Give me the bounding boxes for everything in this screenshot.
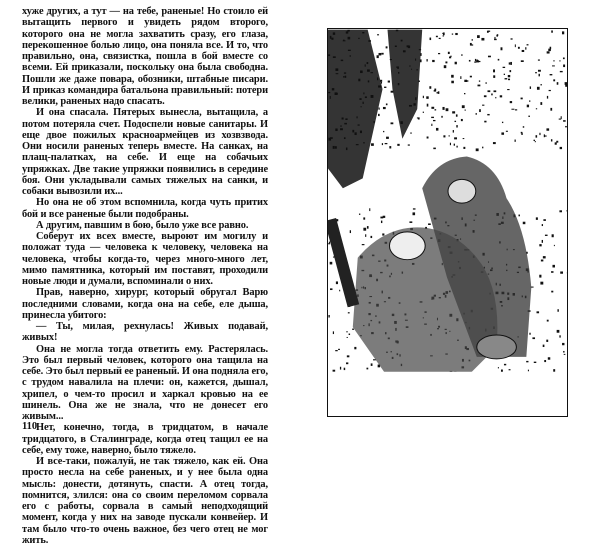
wounded-face [389,232,425,260]
speckle-dot [555,142,557,144]
speckle-dot [382,233,384,235]
speckle-dot [564,354,566,355]
paragraph: А другим, павшим в бою, было уже все равно. [22,220,268,231]
speckle-dot [336,281,338,284]
speckle-dot [501,132,504,134]
speckle-dot [528,116,530,117]
speckle-dot [482,105,484,106]
text-column [22,6,268,546]
speckle-dot [494,90,497,92]
speckle-dot [448,135,449,136]
speckle-dot [527,44,529,45]
speckle-dot [485,82,486,83]
speckle-dot [346,331,347,332]
speckle-dot [365,234,366,237]
speckle-dot [505,78,508,79]
speckle-dot [432,60,434,62]
speckle-dot [362,244,365,245]
speckle-dot [530,86,531,88]
speckle-dot [549,90,551,91]
speckle-dot [560,71,563,72]
speckle-dot [381,221,382,223]
speckle-dot [537,311,540,313]
speckle-dot [510,101,512,103]
speckle-dot [452,33,453,34]
speckle-dot [453,130,454,133]
speckle-dot [547,96,548,99]
speckle-dot [477,35,480,38]
speckle-dot [381,82,382,84]
speckle-dot [412,212,415,215]
speckle-dot [455,121,457,122]
helper-face [448,179,476,203]
speckle-dot [430,38,432,41]
speckle-dot [566,210,567,211]
speckle-dot [479,80,480,81]
speckle-dot [463,147,465,149]
speckle-dot [474,62,476,63]
speckle-dot [431,117,434,118]
speckle-dot [482,147,483,149]
speckle-dot [397,144,399,146]
speckle-dot [557,309,558,312]
speckle-dot [532,337,535,339]
speckle-dot [557,82,559,85]
speckle-dot [560,147,562,149]
speckle-dot [541,84,542,85]
speckle-dot [563,58,565,60]
speckle-dot [427,104,429,107]
speckle-dot [338,349,340,350]
speckle-dot [551,30,553,32]
speckle-dot [348,312,350,313]
speckle-dot [349,334,350,335]
speckle-dot [515,44,516,47]
speckle-dot [431,124,432,126]
speckle-dot [545,135,547,136]
speckle-dot [333,331,334,334]
speckle-dot [423,112,424,113]
speckle-dot [518,215,519,217]
speckle-dot [535,141,536,142]
speckle-dot [523,126,524,127]
speckle-dot [442,107,444,110]
speckle-dot [443,35,444,36]
speckle-dot [335,350,337,351]
speckle-dot [565,126,567,127]
speckle-dot [451,81,454,84]
speckle-dot [543,345,545,347]
speckle-dot [472,39,473,41]
speckle-dot [550,74,553,75]
speckle-dot [491,93,492,95]
speckle-dot [506,131,508,132]
speckle-dot [538,70,541,72]
speckle-dot [423,96,424,98]
speckle-dot [431,107,434,109]
speckle-dot [559,335,560,337]
speckle-dot [363,217,365,219]
speckle-dot [450,143,451,145]
speckle-dot [557,330,560,333]
speckle-dot [476,60,478,62]
speckle-dot [470,76,472,78]
speckle-dot [487,114,489,115]
speckle-dot [565,84,567,87]
speckle-dot [436,36,438,37]
speckle-dot [498,367,499,368]
speckle-dot [465,110,466,111]
speckle-dot [503,67,506,68]
speckle-dot [367,226,369,229]
speckle-dot [378,114,380,116]
illustration-drawing [328,29,567,416]
speckle-dot [501,47,503,50]
speckle-dot [439,38,441,39]
speckle-dot [373,359,376,360]
speckle-dot [510,62,512,65]
speckle-dot [386,103,388,105]
speckle-dot [436,92,438,93]
speckle-dot [562,31,564,34]
speckle-dot [521,60,524,62]
paragraph: — Ты, милая, рехнулась! Живых подавай, живых! [22,321,268,344]
speckle-dot [559,210,562,212]
speckle-dot [460,76,461,79]
speckle-dot [347,337,348,338]
speckle-dot [455,62,457,65]
speckle-dot [523,222,526,224]
speckle-dot [511,38,513,39]
speckle-dot [433,148,436,150]
speckle-dot [434,90,436,92]
speckle-dot [543,219,546,221]
speckle-dot [371,363,373,365]
speckle-dot [538,59,540,60]
paragraph: хуже других, а тут — на тебе, раненые! Но стоило ей вытащить первого и увидеть рядом второго, которого она не могла захватить сразу, его глаза, перекошенное болью лицо, она поняла все. И то, что правильно, она, связистка, пошла в бой вместе со всеми. Ей приказали, поскольку она была свободна. Пошли же даже повара, обозники, штабные писари. И приказ командира батальона правильный: потери велики, раненых надо спасать. [22,6,268,107]
snow-ground [328,372,567,416]
speckle-dot [553,79,555,81]
paragraph: Она не могла тогда ответить ему. Растерялась. Это был первый человек, которого она тащила на себе. Это был первый ее раненый. И она подняла его, с трудом навалила на плечи: он, кажется, дышал, хрипел, о чем-то просил и харкал кровью на ее шинель. Она же не знала, что не донесет его живым... [22,344,268,423]
speckle-dot [476,113,477,115]
speckle-dot [444,65,447,68]
speckle-dot [559,60,560,61]
speckle-dot [544,360,546,362]
paragraph: Прав, наверно, хирург, который обругал Варю последними словами, когда она на себе, еле дыша, принесла убитого: [22,287,268,321]
speckle-dot [553,369,555,372]
speckle-dot [559,119,562,120]
speckle-dot [487,90,490,92]
speckle-dot [562,343,564,345]
speckle-dot [540,282,543,285]
speckle-dot [464,80,467,82]
speckle-dot [563,351,564,353]
speckle-dot [363,228,366,231]
speckle-dot [456,146,457,148]
speckle-dot [477,85,480,87]
speckle-dot [388,81,390,83]
speckle-dot [413,208,416,209]
speckle-dot [391,122,394,124]
speckle-dot [426,59,427,61]
illustration [327,28,568,417]
speckle-dot [436,128,438,131]
speckle-dot [452,111,455,113]
speckle-dot [509,62,511,64]
speckle-dot [426,96,428,99]
speckle-dot [539,275,541,278]
speckle-dot [383,107,386,109]
speckle-dot [456,125,457,127]
speckle-dot [442,33,444,34]
speckle-dot [461,119,463,121]
speckle-dot [521,133,522,135]
speckle-dot [536,135,538,137]
speckle-dot [475,59,476,61]
speckle-dot [352,329,354,330]
speckle-dot [462,105,465,108]
speckle-dot [494,39,497,40]
speckle-dot [546,340,548,342]
speckle-dot [445,61,447,63]
speckle-dot [552,65,555,66]
speckle-dot [354,347,356,349]
speckle-dot [380,217,383,219]
speckle-dot [545,235,548,236]
speckle-dot [560,271,563,273]
speckle-dot [438,53,440,54]
speckle-dot [518,47,520,49]
speckle-dot [502,122,503,123]
speckle-dot [553,60,554,61]
speckle-dot [369,208,370,211]
speckle-dot [496,35,498,37]
speckle-dot [540,102,542,105]
speckle-dot [370,236,372,238]
speckle-dot [493,142,496,144]
speckle-dot [377,55,379,58]
speckle-dot [450,56,451,57]
speckle-dot [456,114,458,116]
speckle-dot [346,362,348,364]
speckle-dot [534,362,537,363]
speckle-dot [487,31,489,33]
speckle-dot [504,364,506,366]
speckle-dot [386,137,389,139]
speckle-dot [385,143,388,144]
speckle-dot [384,87,386,88]
speckle-dot [488,56,491,58]
speckle-dot [551,139,552,141]
speckle-dot [543,256,546,258]
rifle [328,218,359,307]
speckle-dot [479,109,481,112]
speckle-dot [521,98,523,100]
speckle-dot [509,70,511,72]
speckle-dot [464,93,465,94]
speckle-dot [527,105,529,108]
speckle-dot [461,54,463,55]
speckle-dot [536,108,537,109]
paragraph: Соберут их всех вместе, выроют им могилу и положат туда — человека к человеку, человека на человека, чтобы когда-то, через много-много лет, мимо памятника, который им поставят, проходили новые люди и думали, вспоминали о них. [22,231,268,287]
speckle-dot [529,100,530,101]
speckle-dot [418,117,420,119]
speckle-dot [454,137,457,139]
speckle-dot [469,60,471,62]
speckle-dot [511,109,514,110]
speckle-dot [495,97,496,98]
speckle-dot [546,128,549,130]
helmet [477,335,517,359]
speckle-dot [451,75,454,78]
speckle-dot [552,265,555,268]
speckle-dot [330,288,332,290]
speckle-dot [507,89,509,90]
speckle-dot [383,131,384,132]
speckle-dot [382,143,383,145]
speckle-dot [429,86,431,89]
speckle-dot [463,138,465,139]
speckle-dot [515,140,516,142]
speckle-dot [454,144,455,146]
speckle-dot [484,95,487,97]
speckle-dot [548,357,550,359]
speckle-dot [501,370,503,372]
speckle-dot [508,79,510,81]
speckle-dot [548,49,551,51]
speckle-dot [550,108,552,111]
speckle-dot [522,50,525,52]
speckle-dot [389,146,391,148]
speckle-dot [542,240,543,243]
speckle-dot [446,108,449,111]
speckle-dot [344,368,345,370]
speckle-dot [493,69,495,72]
speckle-dot [484,121,486,123]
speckle-dot [554,245,555,246]
speckle-dot [551,291,553,293]
speckle-dot [525,47,526,49]
speckle-dot [539,133,540,135]
speckle-dot [441,116,442,118]
speckle-dot [528,370,529,372]
speckle-dot [359,214,360,215]
speckle-dot [547,320,549,322]
speckle-dot [329,242,330,244]
speckle-dot [427,136,429,138]
speckle-dot [448,52,450,54]
speckle-dot [470,43,472,46]
speckle-dot [509,369,511,370]
speckle-dot [381,53,383,55]
speckle-dot [377,34,379,35]
speckle-dot [542,224,543,226]
speckle-dot [409,221,412,223]
speckle-dot [467,80,469,81]
speckle-dot [515,109,517,110]
speckle-dot [563,65,565,68]
speckle-dot [379,53,382,55]
speckle-dot [435,109,437,110]
paragraph: И она спасала. Пятерых вынесла, вытащила, а потом потеряла счет. Подоспели новые санитары. И еще двое пожилых красноармейцев из хозвзвода. Они носили раненых теперь вместе. На санках, на плащ-палатках, на себе. И еще на собачьих упряжках. Две такие упряжки появились в середине боя. Они укладывали самых тяжелых на санки, и собаки вывозили их... [22,107,268,197]
paragraph: И все-таки, пожалуй, не так тяжело, как ей. Она просто несла на себе раненых, и у нее была одна мысль: донести, дотянуть, спасти. А отец тогда, помнится, злился: она со своим переломом сорвала его с работы, сорвала в самый неподходящий момент, когда у них на заводе пускали конвейер. И там было что-то очень важное, без чего отец не мог жить. [22,456,268,546]
dark-trees [328,30,422,189]
speckle-dot [541,260,543,262]
speckle-dot [526,361,528,362]
speckle-dot [481,38,484,41]
speckle-dot [493,75,495,78]
speckle-dot [551,271,553,273]
speckle-dot [536,217,538,219]
speckle-dot [539,244,541,246]
speckle-dot [498,59,500,61]
speckle-dot [330,262,333,265]
speckle-dot [371,143,374,146]
speckle-dot [366,368,368,370]
speckle-dot [500,95,502,97]
speckle-dot [537,87,540,90]
speckle-dot [455,33,457,35]
speckle-dot [443,135,445,137]
speckle-dot [428,223,431,225]
speckle-dot [534,140,535,141]
speckle-dot [535,72,537,73]
speckle-dot [340,367,341,370]
speckle-dot [539,74,540,77]
speckle-dot [508,75,510,77]
speckle-dot [529,333,530,335]
speckle-dot [504,74,505,75]
speckle-dot [408,144,410,145]
speckle-dot [563,120,566,122]
speckle-dot [328,243,330,244]
paragraph: Нет, конечно, тогда, в тридцатом, в начале тридцатого, в Сталинграде, когда отец тащил ее на себе, ему тоже, наверно, было тяжело. [22,422,268,456]
speckle-dot [386,46,388,48]
speckle-dot [547,51,550,53]
speckle-dot [347,355,350,357]
speckle-dot [552,234,554,237]
speckle-dot [476,148,479,151]
speckle-dot [410,133,412,134]
speckle-dot [328,315,329,318]
speckle-dot [350,230,351,233]
speckle-dot [379,108,380,110]
page-number: 110 [22,421,37,432]
speckle-dot [333,370,336,372]
speckle-dot [433,120,435,121]
paragraph: Но она не об этом вспомнила, когда чуть притих бой и все раненые были подобраны. [22,197,268,220]
speckle-dot [339,290,340,292]
